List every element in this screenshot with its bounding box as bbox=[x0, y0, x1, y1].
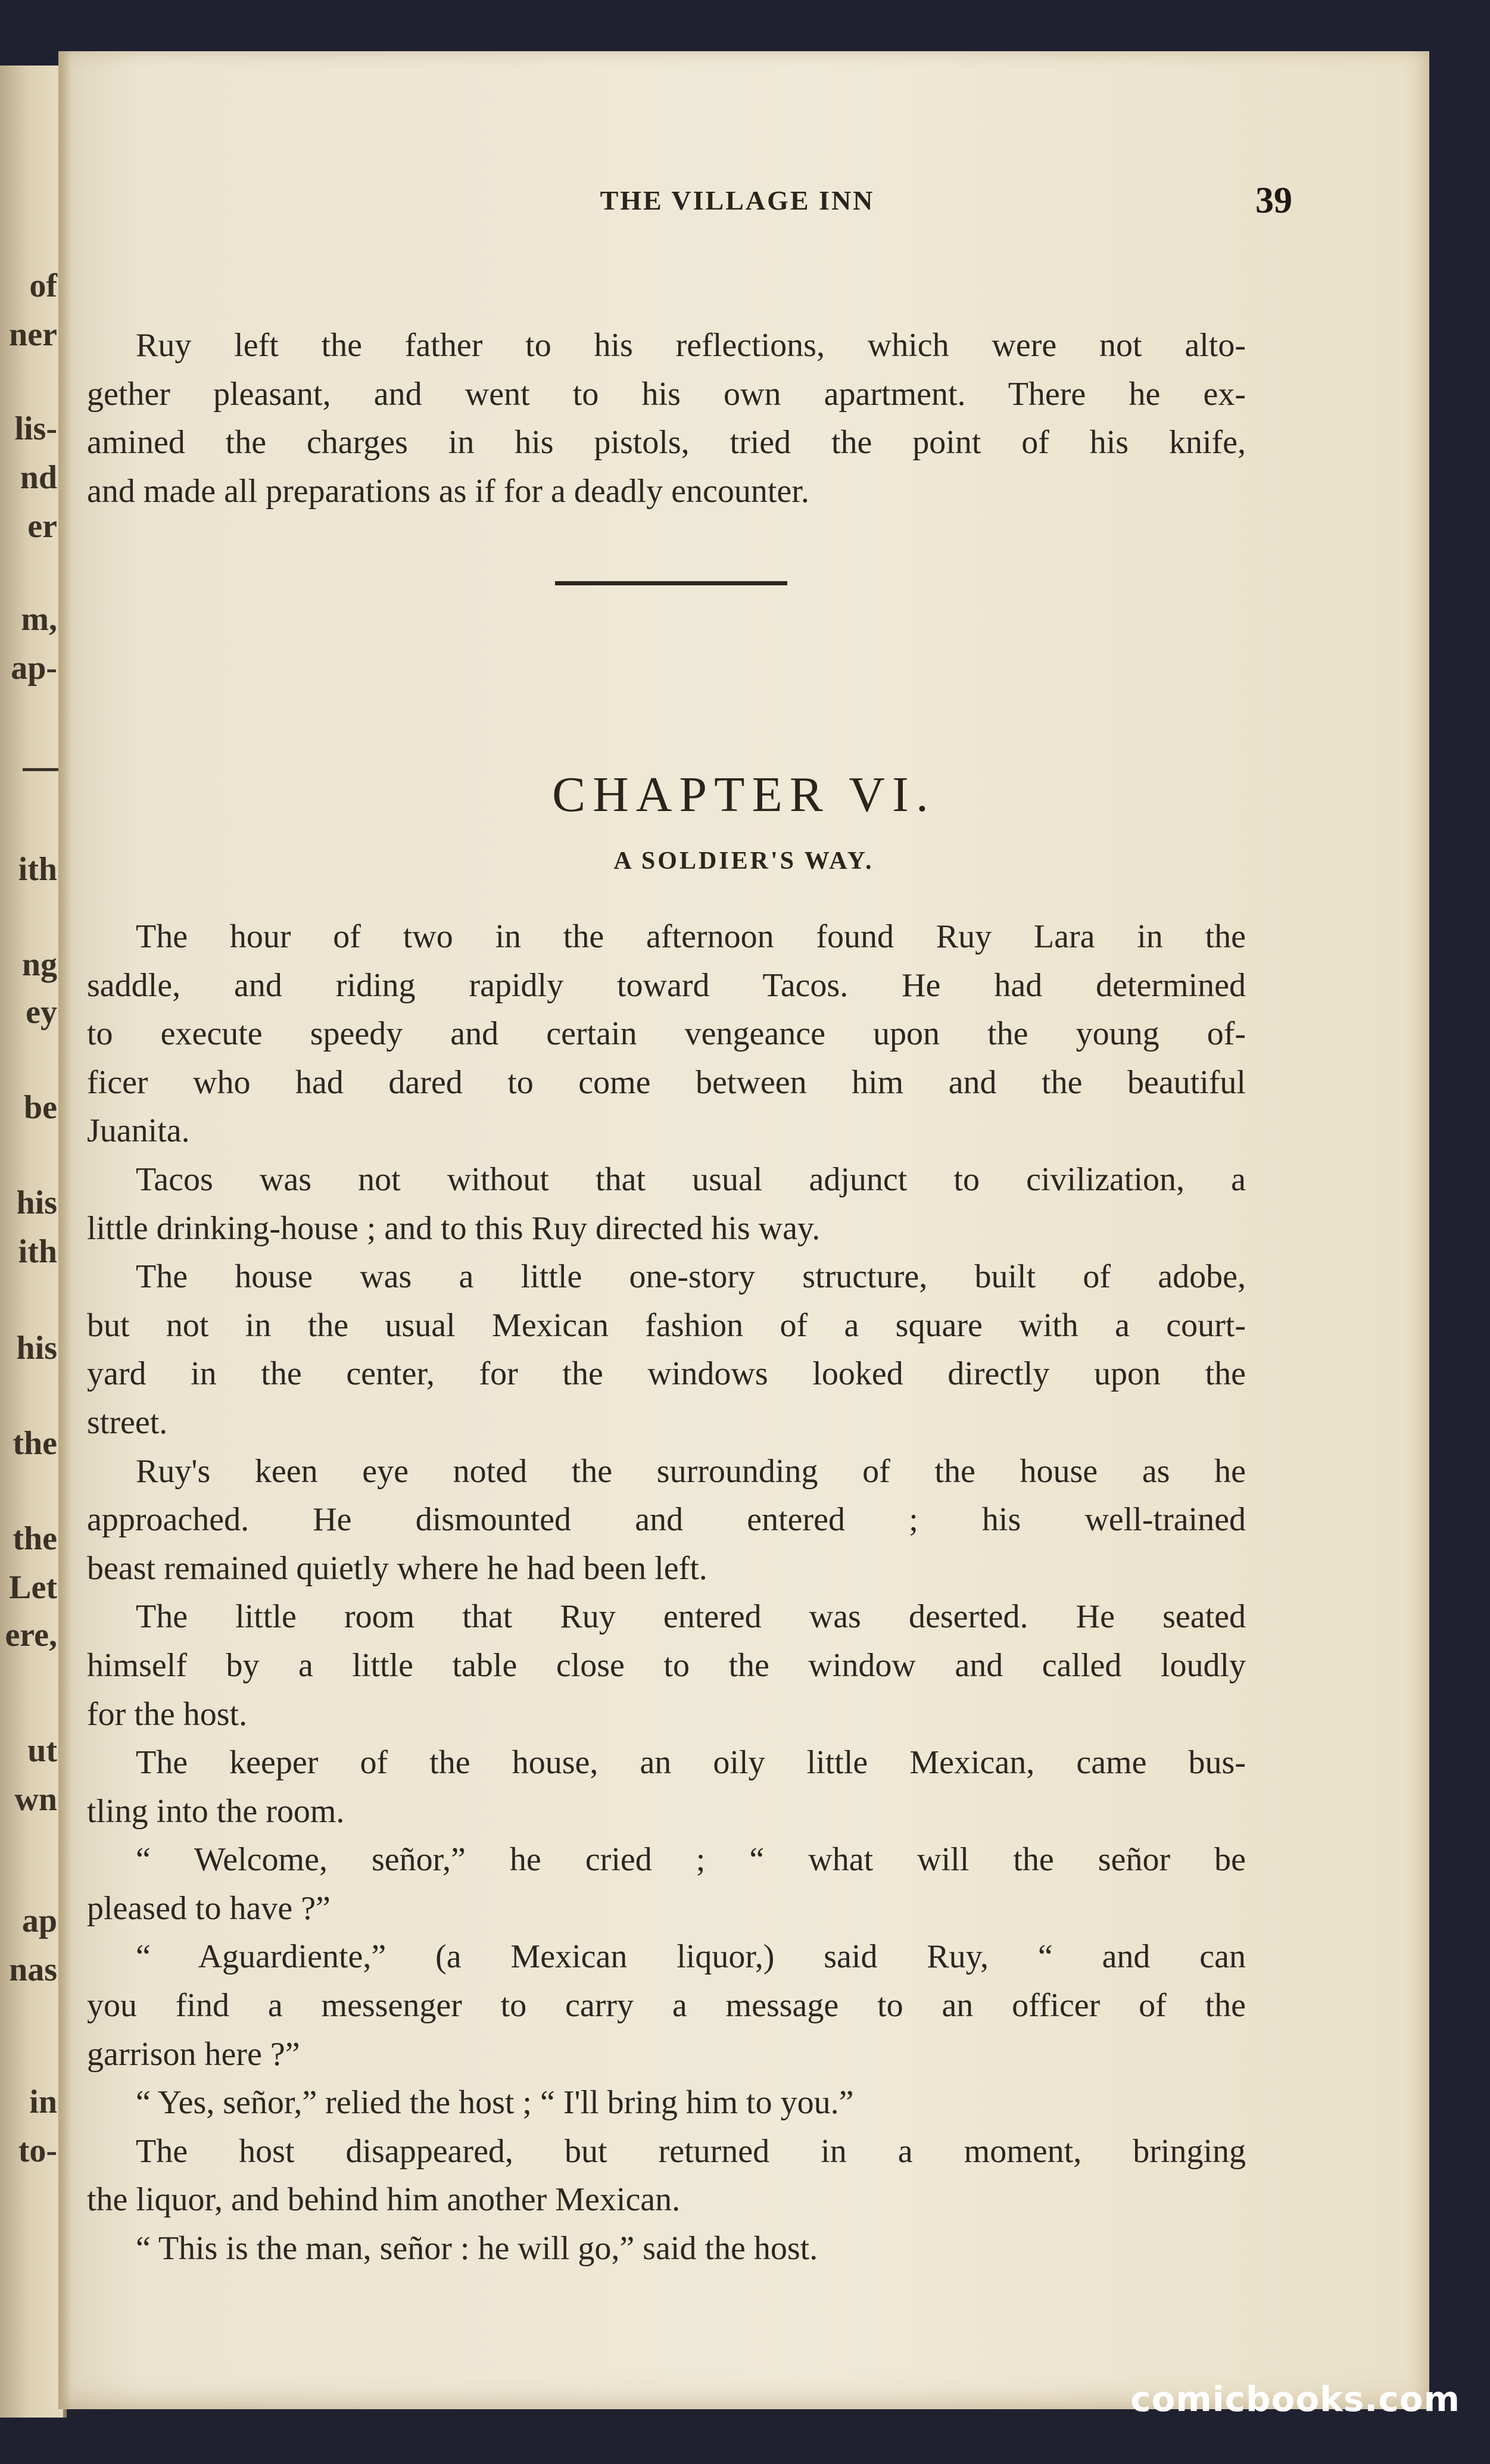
text-line: saddle, and riding rapidly toward Tacos. He had determined bbox=[87, 966, 1246, 1004]
fragment: his bbox=[16, 1330, 57, 1367]
text-line: “ Yes, señor,” relied the host ; “ I'll bring him to you.” bbox=[136, 2084, 854, 2122]
text-line: ficer who had dared to come between him and the beautiful bbox=[87, 1063, 1246, 1101]
text-line: for the host. bbox=[87, 1695, 248, 1733]
text-line: The little room that Ruy entered was deserted. He seated bbox=[136, 1598, 1246, 1636]
text-line: little drinking-house ; and to this Ruy directed his way. bbox=[87, 1209, 821, 1247]
fragment: Let bbox=[9, 1569, 57, 1606]
fragment: ere, bbox=[5, 1617, 57, 1654]
fragment: ith bbox=[18, 851, 57, 888]
fragment: nas bbox=[9, 1951, 57, 1988]
fragment: his bbox=[16, 1184, 57, 1221]
text-line: beast remained quietly where he had been left. bbox=[87, 1549, 707, 1587]
text-line: Ruy's keen eye noted the surrounding of the house as he bbox=[136, 1452, 1246, 1490]
text-line: and made all preparations as if for a deadly encounter. bbox=[87, 472, 809, 510]
fragment: ith bbox=[18, 1233, 57, 1270]
fragment: in bbox=[29, 2084, 57, 2120]
text-line: “ This is the man, señor : he will go,” said the host. bbox=[136, 2230, 818, 2267]
text-line: The host disappeared, but returned in a moment, bringing bbox=[136, 2132, 1246, 2170]
section-divider bbox=[555, 581, 787, 585]
text-line: pleased to have ?” bbox=[87, 1889, 331, 1927]
fragment: lis- bbox=[14, 410, 57, 447]
text-line: but not in the usual Mexican fashion of a square with a court- bbox=[87, 1306, 1246, 1344]
text-line: “ Aguardiente,” (a Mexican liquor,) said Ruy, “ and can bbox=[136, 1938, 1246, 1976]
text-line: gether pleasant, and went to his own apartment. There he ex- bbox=[87, 375, 1246, 413]
text-line: The keeper of the house, an oily little Mexican, came bus- bbox=[136, 1744, 1246, 1782]
text-line: The house was a little one-story structure, built of adobe, bbox=[136, 1258, 1246, 1296]
fragment: of bbox=[29, 267, 57, 304]
text-line: the liquor, and behind him another Mexican. bbox=[87, 2181, 681, 2219]
fragment: m, bbox=[21, 601, 57, 638]
text-line: Tacos was not without that usual adjunct to civilization, a bbox=[136, 1161, 1246, 1198]
text-line: to execute speedy and certain vengeance upon the young of- bbox=[87, 1015, 1246, 1053]
running-head: THE VILLAGE INN bbox=[600, 185, 875, 216]
fragment: ey bbox=[26, 994, 57, 1031]
text-line: approached. He dismounted and entered ; his well-trained bbox=[87, 1501, 1246, 1539]
chapter-title: CHAPTER VI. bbox=[552, 767, 936, 822]
fragment: ner bbox=[9, 316, 57, 353]
watermark: comicbooks.com bbox=[1130, 2379, 1460, 2419]
facing-page-edge bbox=[0, 66, 67, 2418]
page-header bbox=[82, 180, 1405, 226]
fragment: er bbox=[27, 508, 57, 545]
text-line: Juanita. bbox=[87, 1112, 190, 1150]
fragment: ng bbox=[21, 946, 57, 983]
text-line: amined the charges in his pistols, tried the point of his knife, bbox=[87, 424, 1246, 461]
fragment: nd bbox=[20, 459, 57, 496]
opening-paragraph bbox=[87, 322, 1246, 516]
page-gutter-shadow bbox=[58, 51, 71, 2409]
fragment: wn bbox=[14, 1781, 57, 1818]
chapter-subtitle: A SOLDIER'S WAY. bbox=[613, 847, 874, 875]
text-line: himself by a little table close to the window and called loudly bbox=[87, 1646, 1246, 1684]
fragment: the bbox=[13, 1425, 57, 1462]
text-line: tling into the room. bbox=[87, 1792, 345, 1830]
fragment: ap- bbox=[11, 650, 57, 687]
text-line: yard in the center, for the windows looked directly upon the bbox=[87, 1355, 1246, 1393]
text-line: garrison here ?” bbox=[87, 2035, 300, 2073]
fragment: be bbox=[24, 1089, 57, 1126]
divider bbox=[23, 768, 58, 771]
text-line: Ruy left the father to his reflections, which were not alto- bbox=[136, 327, 1246, 364]
text-line: “ Welcome, señor,” he cried ; “ what will the señor be bbox=[136, 1841, 1246, 1879]
page-number: 39 bbox=[1255, 180, 1292, 221]
text-line: you find a messenger to carry a message to an officer of the bbox=[87, 1987, 1246, 2025]
chapter-body bbox=[87, 913, 1246, 2273]
fragment: ut bbox=[27, 1732, 57, 1769]
fragment: to- bbox=[18, 2132, 57, 2169]
fragment: ap bbox=[21, 1902, 57, 1939]
fragment: the bbox=[13, 1520, 57, 1557]
text-line: The hour of two in the afternoon found Ruy Lara in the bbox=[136, 918, 1246, 955]
book-page bbox=[58, 51, 1429, 2409]
text-line: street. bbox=[87, 1403, 168, 1441]
